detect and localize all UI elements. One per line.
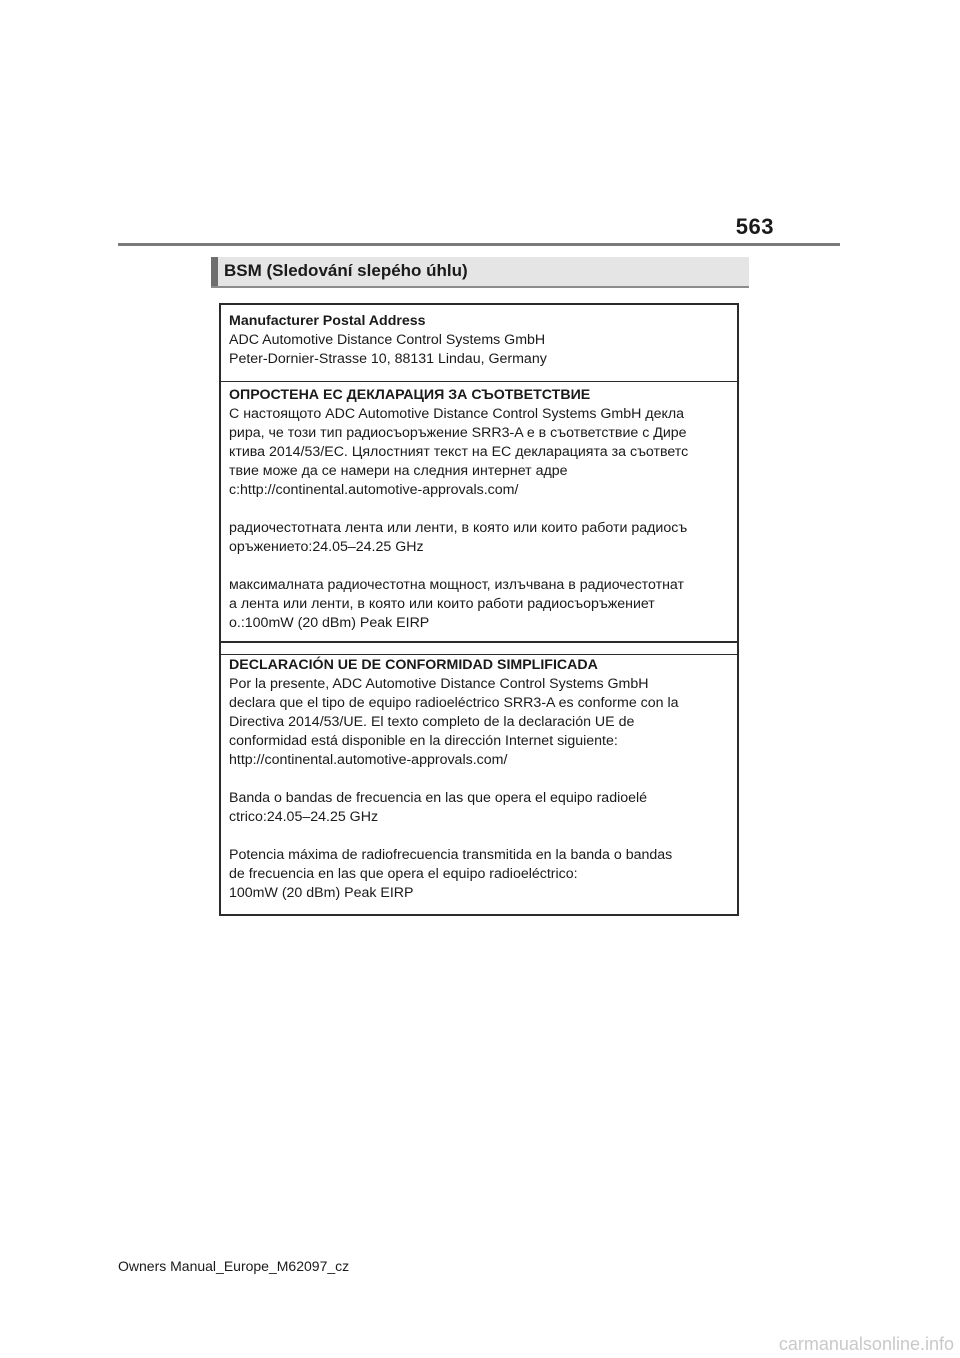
bulgarian-text-line: а лента или ленти, в която или които работи радиосъоръжениет xyxy=(229,596,655,612)
bulgarian-heading: ОПРОСТЕНА ЕС ДЕКЛАРАЦИЯ ЗА СЪОТВЕТСТВИЕ xyxy=(229,387,591,403)
section-title: BSM (Sledování slepého úhlu) xyxy=(224,261,468,280)
spanish-text-line: Por la presente, ADC Automotive Distance Control Systems GmbH xyxy=(229,676,649,692)
paragraph-gap xyxy=(229,500,729,519)
manufacturer-line: Peter-Dornier-Strasse 10, 88131 Lindau, Germany xyxy=(229,351,547,367)
spanish-text-line: 100mW (20 dBm) Peak EIRP xyxy=(229,885,414,901)
spanish-text-line: declara que el tipo de equipo radioeléctrico SRR3-A es conforme con la xyxy=(229,695,679,711)
manufacturer-line: ADC Automotive Distance Control Systems GmbH xyxy=(229,332,546,348)
paragraph-gap xyxy=(229,557,729,576)
bulgarian-text-line: радиочестотната лента или ленти, в която или които работи радиосъ xyxy=(229,520,688,536)
bulgarian-text-line: рира, че този тип радиосъоръжение SRR3-A е в съответствие с Дире xyxy=(229,425,687,441)
spanish-text-line: ctrico:24.05–24.25 GHz xyxy=(229,809,379,825)
declaration-box xyxy=(219,303,739,916)
spanish-text-line: http://continental.automotive-approvals.com/ xyxy=(229,752,508,768)
top-rule xyxy=(118,243,840,246)
page-number: 563 xyxy=(735,214,774,239)
spanish-block xyxy=(221,654,737,914)
bulgarian-text-line: С настоящото ADC Automotive Distance Control Systems GmbH декла xyxy=(229,406,684,422)
paragraph-gap xyxy=(229,770,729,789)
bulgarian-text-line: с:http://continental.automotive-approvals.com/ xyxy=(229,482,519,498)
spanish-text-line: de frecuencia en las que opera el equipo radioeléctrico: xyxy=(229,866,578,882)
manufacturer-heading: Manufacturer Postal Address xyxy=(229,313,426,329)
watermark: carmanualsonline.info xyxy=(778,1334,954,1354)
spanish-text-line: Directiva 2014/53/UE. El texto completo de la declaración UE de xyxy=(229,714,635,730)
bulgarian-text-line: максималната радиочестотна мощност, излъчвана в радиочестотнат xyxy=(229,577,684,593)
bulgarian-text-line: твие може да се намери на следния интернет адре xyxy=(229,463,568,479)
bulgarian-text-line: о.:100mW (20 dBm) Peak EIRP xyxy=(229,615,430,631)
bulgarian-text-line: оръжението:24.05–24.25 GHz xyxy=(229,539,424,555)
section-header xyxy=(211,257,749,288)
spanish-text-line: Potencia máxima de radiofrecuencia transmitida en la banda o bandas xyxy=(229,847,673,863)
manufacturer-block xyxy=(221,312,737,382)
section-marker xyxy=(211,257,218,286)
spanish-text-line: Banda o bandas de frecuencia en las que opera el equipo radioelé xyxy=(229,790,648,806)
bulgarian-text-line: ктива 2014/53/ЕС. Цялостният текст на ЕС декларацията за съответс xyxy=(229,444,689,460)
paragraph-gap xyxy=(229,827,729,846)
footer-label: Owners Manual_Europe_M62097_cz xyxy=(118,1258,350,1274)
bulgarian-block xyxy=(221,386,737,643)
spanish-text-line: conformidad está disponible en la dirección Internet siguiente: xyxy=(229,733,618,749)
spanish-heading: DECLARACIÓN UE DE CONFORMIDAD SIMPLIFICADA xyxy=(229,657,598,673)
